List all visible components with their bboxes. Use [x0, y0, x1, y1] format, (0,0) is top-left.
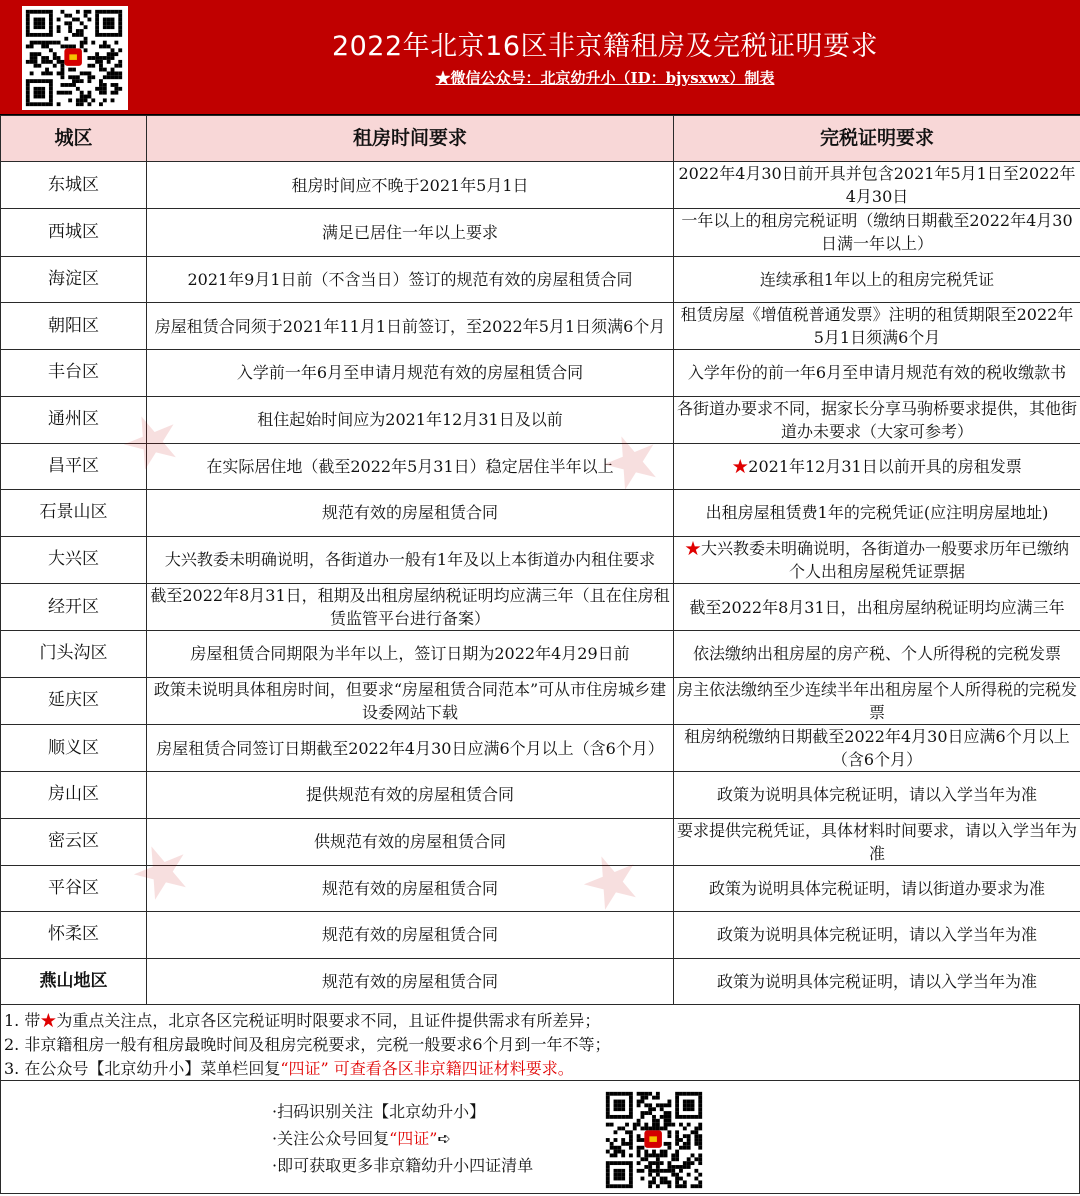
table-row	[1, 818, 1080, 865]
rent-requirement-cell: 入学前一年6月至申请月规范有效的房屋租赁合同	[147, 350, 674, 396]
table-row	[1, 350, 1080, 396]
table-row	[1, 677, 1080, 724]
footer-text	[272, 1098, 533, 1179]
district-cell: 延庆区	[1, 677, 147, 724]
table-row	[1, 912, 1080, 958]
rent-requirement-cell: 供规范有效的房屋租赁合同	[147, 818, 674, 865]
star-icon: ★	[685, 539, 701, 558]
footer-line-3: ·即可获取更多非京籍幼升小四证清单	[272, 1152, 533, 1179]
note-line-1	[4, 1009, 1079, 1033]
note-highlight: “四证” 可查看各区非京籍四证材料要求。	[280, 1059, 573, 1078]
tax-requirement-cell: 租赁房屋《增值税普通发票》注明的租赁期限至2022年5月1日须满6个月	[674, 302, 1080, 349]
rent-requirement-cell: 房屋租赁合同须于2021年11月1日前签订，至2022年5月1日须满6个月	[147, 302, 674, 349]
watermark: ★	[567, 831, 656, 931]
tax-requirement-cell: 2022年4月30日前开具并包含2021年5月1日至2022年4月30日	[674, 162, 1080, 209]
district-cell: 朝阳区	[1, 302, 147, 349]
rent-requirement-cell: 在实际居住地（截至2022年5月31日）稳定居住半年以上	[147, 443, 674, 489]
rent-requirement-cell: 大兴教委未明确说明，各街道办一般有1年及以上本街道办内租住要求	[147, 536, 674, 583]
qr-code-icon	[22, 6, 128, 110]
note-line-3	[4, 1057, 1079, 1081]
table-row	[1, 631, 1080, 677]
rent-requirement-cell: 房屋租赁合同期限为半年以上，签订日期为2022年4月29日前	[147, 631, 674, 677]
tax-requirement-cell: 政策为说明具体完税证明，请以入学当年为准	[674, 772, 1080, 818]
rent-requirement-cell: 规范有效的房屋租赁合同	[147, 865, 674, 911]
tax-requirement-cell: 政策为说明具体完税证明，请以入学当年为准	[674, 958, 1080, 1004]
page-header	[0, 0, 1080, 115]
district-cell: 丰台区	[1, 350, 147, 396]
note-text: 3. 在公众号【北京幼升小】菜单栏回复	[4, 1059, 280, 1078]
note-text: 为重点关注点，北京各区完税证明时限要求不同，且证件提供需求有所差异；	[56, 1011, 600, 1030]
table-row	[1, 724, 1080, 771]
page-title: 2022年北京16区非京籍租房及完税证明要求	[150, 30, 1060, 64]
district-cell: 顺义区	[1, 724, 147, 771]
table-header-row	[1, 116, 1080, 162]
rent-requirement-cell: 规范有效的房屋租赁合同	[147, 958, 674, 1004]
district-cell: 昌平区	[1, 443, 147, 489]
rent-requirement-cell: 2021年9月1日前（不含当日）签订的规范有效的房屋租赁合同	[147, 256, 674, 302]
footer-line-2	[272, 1125, 533, 1152]
tax-requirement-cell: 一年以上的租房完税证明（缴纳日期截至2022年4月30日满一年以上）	[674, 209, 1080, 256]
table-row	[1, 162, 1080, 209]
district-cell: 大兴区	[1, 536, 147, 583]
table-row	[1, 302, 1080, 349]
rent-requirement-cell: 房屋租赁合同签订日期截至2022年4月30日应满6个月以上（含6个月）	[147, 724, 674, 771]
tax-requirement-text: 大兴教委未明确说明，各街道办一般要求历年已缴纳个人出租房屋税凭证票据	[701, 539, 1069, 581]
note-text: 1. 带	[4, 1011, 40, 1030]
tax-requirement-cell: 连续承租1年以上的租房完税凭证	[674, 256, 1080, 302]
watermark: ★	[117, 821, 206, 921]
tax-requirement-cell: 出租房屋租赁费1年的完税凭证(应注明房屋地址)	[674, 490, 1080, 536]
footer-section	[0, 1081, 1080, 1194]
column-header-rent: 租房时间要求	[147, 116, 674, 162]
district-cell: 西城区	[1, 209, 147, 256]
table-row	[1, 443, 1080, 489]
star-icon: ★	[40, 1011, 56, 1030]
district-cell: 通州区	[1, 396, 147, 443]
notes-section	[0, 1005, 1080, 1081]
district-cell: 怀柔区	[1, 912, 147, 958]
footer-text-part: ·关注公众号回复	[272, 1129, 389, 1148]
tax-requirement-cell: 政策为说明具体完税证明，请以入学当年为准	[674, 912, 1080, 958]
column-header-tax: 完税证明要求	[674, 116, 1080, 162]
footer-line-1: ·扫码识别关注【北京幼升小】	[272, 1098, 533, 1125]
rent-requirement-cell: 截至2022年8月31日，租期及出租房屋纳税证明均应满三年（且在住房租赁监管平台进行备案）	[147, 583, 674, 630]
table-row	[1, 209, 1080, 256]
district-cell: 经开区	[1, 583, 147, 630]
note-line-2: 2. 非京籍租房一般有租房最晚时间及租房完税要求，完税一般要求6个月到一年不等；	[4, 1033, 1079, 1057]
arrow-right-icon: ➪	[437, 1129, 450, 1148]
column-header-district: 城区	[1, 116, 147, 162]
tax-requirement-cell: 房主依法缴纳至少连续半年出租房屋个人所得税的完税发票	[674, 677, 1080, 724]
table-row	[1, 583, 1080, 630]
tax-requirement-text: 2021年12月31日以前开具的房租发票	[748, 457, 1021, 476]
tax-requirement-cell	[674, 536, 1080, 583]
table-row	[1, 772, 1080, 818]
district-cell: 门头沟区	[1, 631, 147, 677]
requirements-table	[0, 115, 1080, 1005]
district-cell: 燕山地区	[1, 958, 147, 1004]
rent-requirement-cell: 规范有效的房屋租赁合同	[147, 490, 674, 536]
table-row	[1, 958, 1080, 1004]
district-cell: 东城区	[1, 162, 147, 209]
tax-requirement-cell: 租房纳税缴纳日期截至2022年4月30日应满6个月以上（含6个月）	[674, 724, 1080, 771]
table-row	[1, 490, 1080, 536]
tax-requirement-cell: 政策为说明具体完税证明，请以街道办要求为准	[674, 865, 1080, 911]
district-cell: 密云区	[1, 818, 147, 865]
tax-requirement-cell	[674, 443, 1080, 489]
tax-requirement-cell: 入学年份的前一年6月至申请月规范有效的税收缴款书	[674, 350, 1080, 396]
table-row	[1, 536, 1080, 583]
rent-requirement-cell: 满足已居住一年以上要求	[147, 209, 674, 256]
rent-requirement-cell: 提供规范有效的房屋租赁合同	[147, 772, 674, 818]
district-cell: 房山区	[1, 772, 147, 818]
district-cell: 石景山区	[1, 490, 147, 536]
table-row	[1, 256, 1080, 302]
rent-requirement-cell: 租住起始时间应为2021年12月31日及以前	[147, 396, 674, 443]
table-row	[1, 865, 1080, 911]
tax-requirement-cell: 依法缴纳出租房屋的房产税、个人所得税的完税发票	[674, 631, 1080, 677]
district-cell: 平谷区	[1, 865, 147, 911]
rent-requirement-cell: 租房时间应不晚于2021年5月1日	[147, 162, 674, 209]
qr-code-icon	[602, 1088, 706, 1192]
rent-requirement-cell: 规范有效的房屋租赁合同	[147, 912, 674, 958]
star-icon: ★	[732, 457, 748, 476]
tax-requirement-cell: 各街道办要求不同，据家长分享马驹桥要求提供，其他街道办未要求（大家可参考）	[674, 396, 1080, 443]
footer-highlight: “四证”	[389, 1129, 437, 1148]
tax-requirement-cell: 截至2022年8月31日，出租房屋纳税证明均应满三年	[674, 583, 1080, 630]
page-subtitle: ★微信公众号：北京幼升小（ID：bjysxwx）制表	[150, 68, 1060, 88]
rent-requirement-cell: 政策未说明具体租房时间，但要求“房屋租赁合同范本”可从市住房城乡建设委网站下载	[147, 677, 674, 724]
watermark: ★	[107, 391, 196, 491]
watermark: ★	[587, 411, 676, 511]
district-cell: 海淀区	[1, 256, 147, 302]
tax-requirement-cell: 要求提供完税凭证，具体材料时间要求，请以入学当年为准	[674, 818, 1080, 865]
table-row	[1, 396, 1080, 443]
